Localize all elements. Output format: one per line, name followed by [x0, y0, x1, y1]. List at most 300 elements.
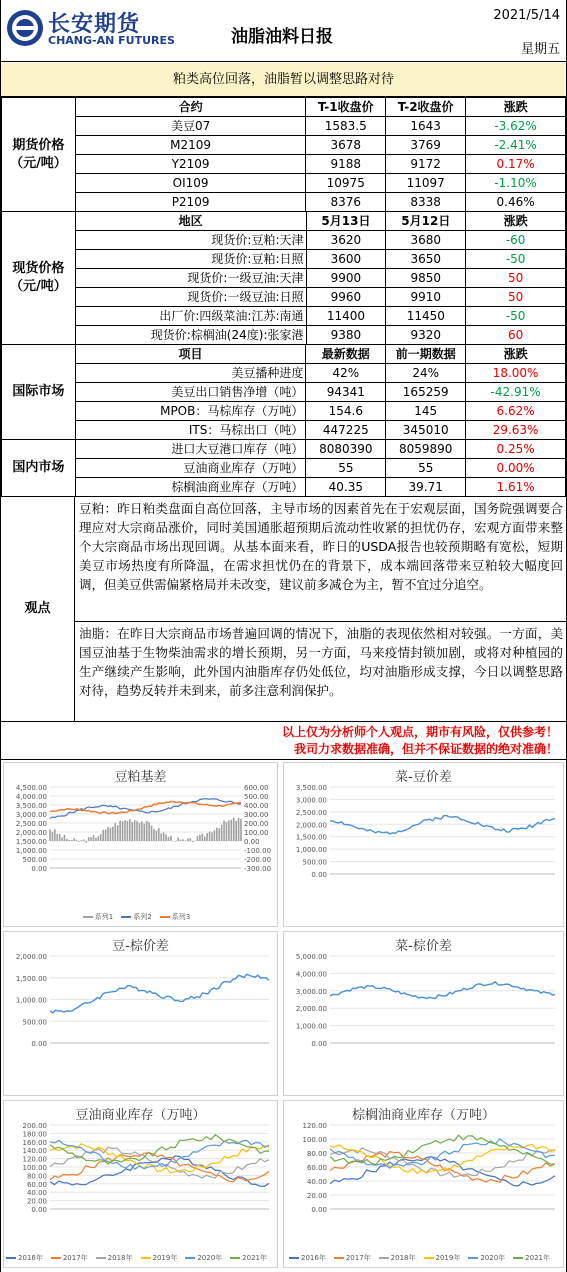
- y-tick-label: 100.00: [302, 1136, 327, 1144]
- futures-table: [1, 97, 566, 212]
- series-line: [50, 1147, 269, 1178]
- table-row: [2, 364, 566, 383]
- y-tick-label: 2,000.00: [295, 821, 327, 830]
- bar: [71, 840, 73, 841]
- table-cell: 6.62%: [466, 402, 566, 421]
- report-weekday: 星期五: [520, 42, 560, 57]
- bar: [88, 837, 90, 841]
- y-tick-label: 500.00: [22, 1018, 47, 1027]
- bar: [112, 827, 114, 841]
- table-cell: 0.00%: [466, 459, 566, 478]
- bar: [202, 834, 204, 841]
- table-cell: 现货价:豆粕:天津: [75, 231, 306, 250]
- y-tick-label: 1,500.00: [15, 974, 47, 983]
- bar: [141, 821, 143, 841]
- chart-plot: [284, 1101, 563, 1267]
- column-header: 涨跌: [466, 345, 566, 364]
- legend-item: [51, 1254, 88, 1262]
- section-label: 国际市场: [2, 345, 76, 440]
- table-cell: 9380: [306, 326, 386, 345]
- legend-item: [468, 1254, 505, 1262]
- brand-name-cn: 长安期货: [48, 12, 141, 37]
- table-row: [2, 383, 566, 402]
- table-cell: 棕榈油商业库存（万吨）: [75, 478, 306, 497]
- bar: [221, 825, 223, 841]
- table-row: [2, 136, 566, 155]
- legend-label: 2021年: [242, 1254, 267, 1262]
- legend-label: 系列3: [171, 913, 191, 921]
- table-cell: 出厂价:四级菜油:江苏:南通: [75, 307, 306, 326]
- bar: [175, 841, 177, 842]
- y-tick-label: 0.00: [31, 1040, 47, 1048]
- y-tick-label: 180.00: [22, 1130, 47, 1139]
- chart-title: 豆粕基差: [114, 770, 167, 785]
- table-cell: -50: [466, 307, 566, 326]
- bar: [165, 834, 167, 841]
- legend-swatch: [121, 916, 131, 918]
- chart-plot: [284, 763, 563, 926]
- legend-swatch: [51, 1257, 61, 1259]
- column-header: 前一期数据: [386, 345, 466, 364]
- section-label: 国内市场: [2, 440, 76, 497]
- y-tick-label: 3,000.00: [295, 796, 327, 805]
- column-header: T-1收盘价: [306, 98, 386, 117]
- bar: [61, 837, 63, 841]
- column-header: 合约: [75, 98, 305, 117]
- y-tick-label: 200.00: [22, 1122, 47, 1130]
- table-cell: 8080390: [306, 440, 386, 459]
- chart-5: [283, 1100, 564, 1268]
- column-header: T-2收盘价: [386, 98, 466, 117]
- table-cell: 50: [466, 288, 566, 307]
- bar: [85, 841, 87, 843]
- domestic-table: [1, 439, 566, 497]
- bar: [90, 837, 92, 841]
- table-row: [2, 459, 566, 478]
- table-cell: 3678: [306, 136, 386, 155]
- table-cell: 美豆播种进度: [75, 364, 306, 383]
- table-cell: -3.62%: [466, 117, 566, 136]
- table-cell: 3620: [306, 231, 386, 250]
- table-cell: 3769: [386, 136, 466, 155]
- y-tick-label: 80.00: [306, 1150, 327, 1158]
- table-cell: 42%: [306, 364, 386, 383]
- chart-title: 菜-棕价差: [395, 939, 452, 954]
- chart-0: [3, 762, 278, 927]
- legend-label: 2019年: [152, 1254, 178, 1262]
- legend-item: [289, 1254, 326, 1262]
- chart-legend: [284, 1253, 563, 1263]
- y2-tick-label: 0.00: [244, 838, 260, 846]
- y-tick-label: 4,000.00: [15, 793, 47, 801]
- section-label: 现货价格 （元/吨）: [2, 212, 76, 345]
- bar: [131, 822, 133, 841]
- y-tick-label: 120.00: [22, 1155, 47, 1164]
- bar: [100, 834, 102, 841]
- table-cell: 豆油商业库存（万吨）: [75, 459, 306, 478]
- table-cell: 美豆07: [75, 117, 305, 136]
- y-tick-label: 140.00: [22, 1147, 47, 1156]
- legend-item: [424, 1254, 461, 1262]
- table-cell: 9172: [386, 155, 466, 174]
- bar: [76, 840, 78, 841]
- table-cell: MPOB：马棕库存（万吨）: [75, 402, 306, 421]
- view-soymeal: 豆粕：昨日粕类盘面自高位回落，主导市场的因素首先在于宏观层面，国务院强调要合理应对大宗商品涨价，同时美国通胀超预期后流动性收紧的担忧仍存，宏观方面带来整个大宗商品市场出现回调。从基本面来看，昨日的USDA报告也较预期略有宽松，短期美豆市场热度有所降温，在需求担忧仍在的背景下，成本端回落带来豆粕较大幅度回调，但美豆供需偏紧格局并未改变，建议前多减仓为主，暂不宜过分追空。: [79, 501, 563, 592]
- bar: [127, 821, 129, 841]
- headline: 粕类高位回落，油脂暂以调整思路对待: [1, 63, 566, 97]
- bar: [158, 828, 160, 841]
- bar: [228, 820, 230, 841]
- y-tick-label: 20.00: [26, 1197, 47, 1206]
- table-cell: 165259: [386, 383, 466, 402]
- y-tick-label: 40.00: [26, 1189, 47, 1198]
- table-cell: 进口大豆港口库存（吨）: [75, 440, 306, 459]
- chart-plot: [4, 932, 277, 1095]
- legend-swatch: [185, 1257, 195, 1259]
- legend-item: [121, 913, 151, 921]
- table-cell: M2109: [75, 136, 305, 155]
- chart-4: [3, 1100, 278, 1268]
- table-row: [2, 307, 566, 326]
- table-cell: 3680: [386, 231, 466, 250]
- bar: [177, 838, 179, 841]
- bar: [223, 821, 225, 841]
- table-cell: 94341: [306, 383, 386, 402]
- table-cell: 0.25%: [466, 440, 566, 459]
- y-tick-label: 500.00: [22, 856, 47, 864]
- bar: [226, 822, 228, 841]
- chart-title: 棕榈油商业库存（万吨）: [351, 1108, 495, 1123]
- bar: [73, 838, 75, 841]
- table-cell: 1583.5: [306, 117, 386, 136]
- bar: [197, 836, 199, 841]
- legend-label: 2018年: [107, 1254, 133, 1262]
- table-row: [2, 269, 566, 288]
- column-header: 5月13日: [306, 212, 386, 231]
- table-row: [2, 193, 566, 212]
- y-tick-label: 2,000.00: [15, 829, 47, 837]
- bar: [209, 831, 211, 841]
- legend-label: 2019年: [435, 1254, 461, 1262]
- y-tick-label: 160.00: [22, 1138, 47, 1147]
- bar: [124, 820, 126, 841]
- y-tick-label: 3,500.00: [15, 802, 47, 810]
- legend-label: 2016年: [301, 1254, 326, 1262]
- y-tick-label: 2,500.00: [15, 820, 47, 828]
- table-cell: 9188: [306, 155, 386, 174]
- chart-1: [283, 762, 564, 927]
- bar: [156, 830, 158, 841]
- spot-table: [1, 211, 566, 345]
- y-tick-label: 2,500.00: [295, 808, 327, 817]
- table-cell: 55: [386, 459, 466, 478]
- bar: [233, 818, 235, 841]
- bar: [218, 828, 220, 841]
- view-oils: 油脂：在昨日大宗商品市场普遍回调的情况下，油脂的表现依然相对较强。一方面，美国豆油基于生物柴油需求的增长预期，另一方面，马来疫情封锁加剧，或将对种植园的生产继续产生影响，此外国内油脂库存仍处低位，均对油脂形成支撑，今日以调整思路对待，趋势反转并未到来，前多注意利润保护。: [79, 626, 563, 698]
- table-cell: 29.63%: [466, 421, 566, 440]
- bar: [214, 830, 216, 841]
- table-cell: P2109: [75, 193, 305, 212]
- table-cell: 10975: [306, 174, 386, 193]
- legend-swatch: [6, 1257, 16, 1259]
- y2-tick-label: 500.00: [244, 793, 269, 801]
- chart-plot: [4, 763, 277, 926]
- table-cell: 50: [466, 269, 566, 288]
- bar: [199, 835, 201, 841]
- bar: [78, 841, 80, 842]
- bar: [114, 823, 116, 841]
- y-tick-label: 4,000.00: [295, 970, 327, 979]
- table-cell: 1643: [386, 117, 466, 136]
- legend-label: 2016年: [18, 1254, 43, 1262]
- series-line: [50, 974, 269, 1013]
- report-title: 油脂油料日报: [231, 27, 333, 47]
- legend-swatch: [96, 1257, 106, 1259]
- series-line: [330, 816, 555, 834]
- bar: [117, 825, 119, 841]
- legend-label: 2020年: [480, 1254, 506, 1262]
- bar: [240, 819, 242, 841]
- y2-tick-label: 100.00: [244, 829, 269, 837]
- table-cell: 9960: [306, 288, 386, 307]
- chart-legend: [4, 1253, 277, 1263]
- column-header: 项目: [75, 345, 306, 364]
- bar: [143, 824, 145, 841]
- legend-item: [513, 1254, 550, 1262]
- bar: [119, 821, 121, 841]
- views-label: 观点: [1, 496, 75, 722]
- legend-swatch: [424, 1257, 434, 1259]
- y-tick-label: 1,500.00: [15, 838, 47, 846]
- chart-plot: [284, 932, 563, 1095]
- table-row: [2, 174, 566, 193]
- table-row: [2, 421, 566, 440]
- bar: [83, 839, 85, 841]
- chart-legend: [4, 912, 277, 922]
- bar: [139, 823, 141, 841]
- table-header-row: [2, 98, 566, 117]
- bar: [136, 821, 138, 841]
- legend-swatch: [141, 1257, 151, 1259]
- y-tick-label: 120.00: [302, 1122, 327, 1130]
- bar: [54, 829, 56, 841]
- bar: [151, 825, 153, 841]
- bar: [204, 836, 206, 841]
- bar: [122, 821, 124, 841]
- table-cell: 现货价:一级豆油:日照: [75, 288, 306, 307]
- table-cell: 11097: [386, 174, 466, 193]
- bar: [49, 830, 51, 841]
- table-cell: -2.41%: [466, 136, 566, 155]
- column-header: 涨跌: [466, 212, 566, 231]
- legend-item: [6, 1254, 43, 1262]
- table-cell: 9900: [306, 269, 386, 288]
- y-tick-label: 2,000.00: [15, 953, 47, 961]
- table-cell: 145: [386, 402, 466, 421]
- y-tick-label: 0.00: [31, 1206, 47, 1214]
- table-header-row: [2, 345, 566, 364]
- table-cell: 现货价:棕榈油(24度):张家港: [75, 326, 306, 345]
- table-row: [2, 288, 566, 307]
- column-header: 5月12日: [386, 212, 466, 231]
- table-cell: 8059890: [386, 440, 466, 459]
- table-cell: 9320: [386, 326, 466, 345]
- bar: [69, 840, 71, 841]
- y2-tick-label: 600.00: [244, 784, 269, 792]
- bar: [64, 835, 66, 841]
- legend-label: 2017年: [62, 1254, 88, 1262]
- bar: [187, 839, 189, 841]
- bar: [170, 836, 172, 841]
- bar: [110, 828, 112, 841]
- legend-swatch: [289, 1257, 299, 1259]
- bar: [206, 833, 208, 841]
- legend-label: 系列1: [94, 913, 114, 921]
- table-cell: 9910: [386, 288, 466, 307]
- table-cell: 现货价:一级豆油:天津: [75, 269, 306, 288]
- table-cell: 0.17%: [466, 155, 566, 174]
- table-cell: 18.00%: [466, 364, 566, 383]
- legend-swatch: [83, 916, 93, 918]
- legend-label: 系列2: [133, 913, 152, 921]
- disclaimer-line-2: 我司力求数据准确，但并不保证数据的绝对准确！: [293, 742, 558, 756]
- bar: [81, 840, 83, 841]
- table-cell: -1.10%: [466, 174, 566, 193]
- y-tick-label: 1,000.00: [295, 1022, 327, 1031]
- table-cell: 40.35: [306, 478, 386, 497]
- legend-item: [96, 1254, 133, 1262]
- table-row: [2, 155, 566, 174]
- bar: [146, 821, 148, 841]
- table-cell: 3650: [386, 250, 466, 269]
- table-row: [2, 402, 566, 421]
- column-header: 涨跌: [466, 98, 566, 117]
- column-header: 地区: [75, 212, 306, 231]
- bar: [93, 835, 95, 841]
- bar: [163, 832, 165, 841]
- bar: [238, 818, 240, 841]
- bar: [107, 827, 109, 841]
- bar: [95, 838, 97, 841]
- bar: [153, 829, 155, 841]
- company-logo-icon: [5, 8, 45, 48]
- legend-swatch: [230, 1257, 240, 1259]
- legend-label: 2020年: [197, 1254, 223, 1262]
- table-cell: 9850: [386, 269, 466, 288]
- bar: [160, 834, 162, 841]
- legend-item: [379, 1254, 416, 1262]
- bar: [134, 820, 136, 841]
- y-tick-label: 1,500.00: [295, 833, 327, 842]
- table-cell: ITS：马棕出口（吨）: [75, 421, 306, 440]
- y2-tick-label: -100.00: [244, 847, 272, 855]
- bar: [180, 840, 182, 841]
- legend-swatch: [379, 1257, 389, 1259]
- chart-2: [3, 931, 278, 1096]
- y-tick-label: 3,000.00: [295, 987, 327, 996]
- table-cell: -50: [466, 250, 566, 269]
- legend-label: 2017年: [345, 1254, 371, 1262]
- legend-item: [334, 1254, 371, 1262]
- legend-item: [141, 1254, 178, 1262]
- table-cell: 3600: [306, 250, 386, 269]
- table-row: [2, 117, 566, 136]
- legend-item: [83, 913, 113, 921]
- bar: [189, 838, 191, 841]
- bar: [182, 839, 184, 841]
- table-cell: 8338: [386, 193, 466, 212]
- table-row: [2, 326, 566, 345]
- table-cell: OI109: [75, 174, 305, 193]
- chart-title: 菜-豆价差: [395, 770, 452, 785]
- y-tick-label: 0.00: [311, 1040, 327, 1048]
- bar: [216, 828, 218, 841]
- y2-tick-label: 200.00: [244, 820, 269, 828]
- chart-plot: [4, 1101, 277, 1267]
- y-tick-label: 100.00: [22, 1164, 47, 1172]
- table-cell: 现货价:豆粕:日照: [75, 250, 306, 269]
- y-tick-label: 60.00: [306, 1164, 327, 1172]
- bar: [129, 819, 131, 841]
- table-cell: 0.46%: [466, 193, 566, 212]
- table-row: [2, 440, 566, 459]
- table-cell: 24%: [386, 364, 466, 383]
- y-tick-label: 20.00: [306, 1192, 327, 1200]
- y-tick-label: 1,000.00: [15, 996, 47, 1005]
- table-cell: 55: [306, 459, 386, 478]
- bar: [211, 833, 213, 841]
- bar: [168, 837, 170, 841]
- table-cell: 11400: [306, 307, 386, 326]
- table-cell: Y2109: [75, 155, 305, 174]
- y-tick-label: 3,500.00: [295, 784, 327, 792]
- bar: [59, 834, 61, 841]
- bar: [105, 830, 107, 841]
- y-tick-label: 4,500.00: [15, 784, 47, 792]
- chart-title: 豆-棕价差: [112, 939, 169, 954]
- legend-label: 2021年: [525, 1254, 550, 1262]
- table-cell: 345010: [386, 421, 466, 440]
- column-header: 最新数据: [306, 345, 386, 364]
- table-cell: 8376: [306, 193, 386, 212]
- y-tick-label: 3,000.00: [15, 811, 47, 819]
- table-row: [2, 231, 566, 250]
- legend-label: 2018年: [390, 1254, 416, 1262]
- bar: [52, 832, 54, 841]
- y-tick-label: 1,000.00: [295, 846, 327, 855]
- legend-swatch: [468, 1257, 478, 1259]
- bar: [56, 834, 58, 841]
- table-cell: -60: [466, 231, 566, 250]
- legend-item: [230, 1254, 267, 1262]
- y-tick-label: 0.00: [311, 871, 327, 879]
- y-tick-label: 0.00: [311, 1206, 327, 1214]
- y-tick-label: 2,000.00: [295, 1005, 327, 1014]
- y2-tick-label: 400.00: [244, 802, 269, 810]
- y-tick-label: 40.00: [306, 1178, 327, 1186]
- legend-item: [185, 1254, 222, 1262]
- y-tick-label: 60.00: [26, 1180, 47, 1189]
- disclaimer: [1, 722, 566, 760]
- y-tick-label: 80.00: [26, 1172, 47, 1181]
- table-row: [2, 478, 566, 497]
- bar: [102, 830, 104, 841]
- legend-item: [160, 913, 190, 921]
- y2-tick-label: -200.00: [244, 856, 272, 864]
- legend-swatch: [334, 1257, 344, 1259]
- report-header: [1, 0, 566, 62]
- chart-title: 豆油商业库存（万吨）: [75, 1108, 206, 1123]
